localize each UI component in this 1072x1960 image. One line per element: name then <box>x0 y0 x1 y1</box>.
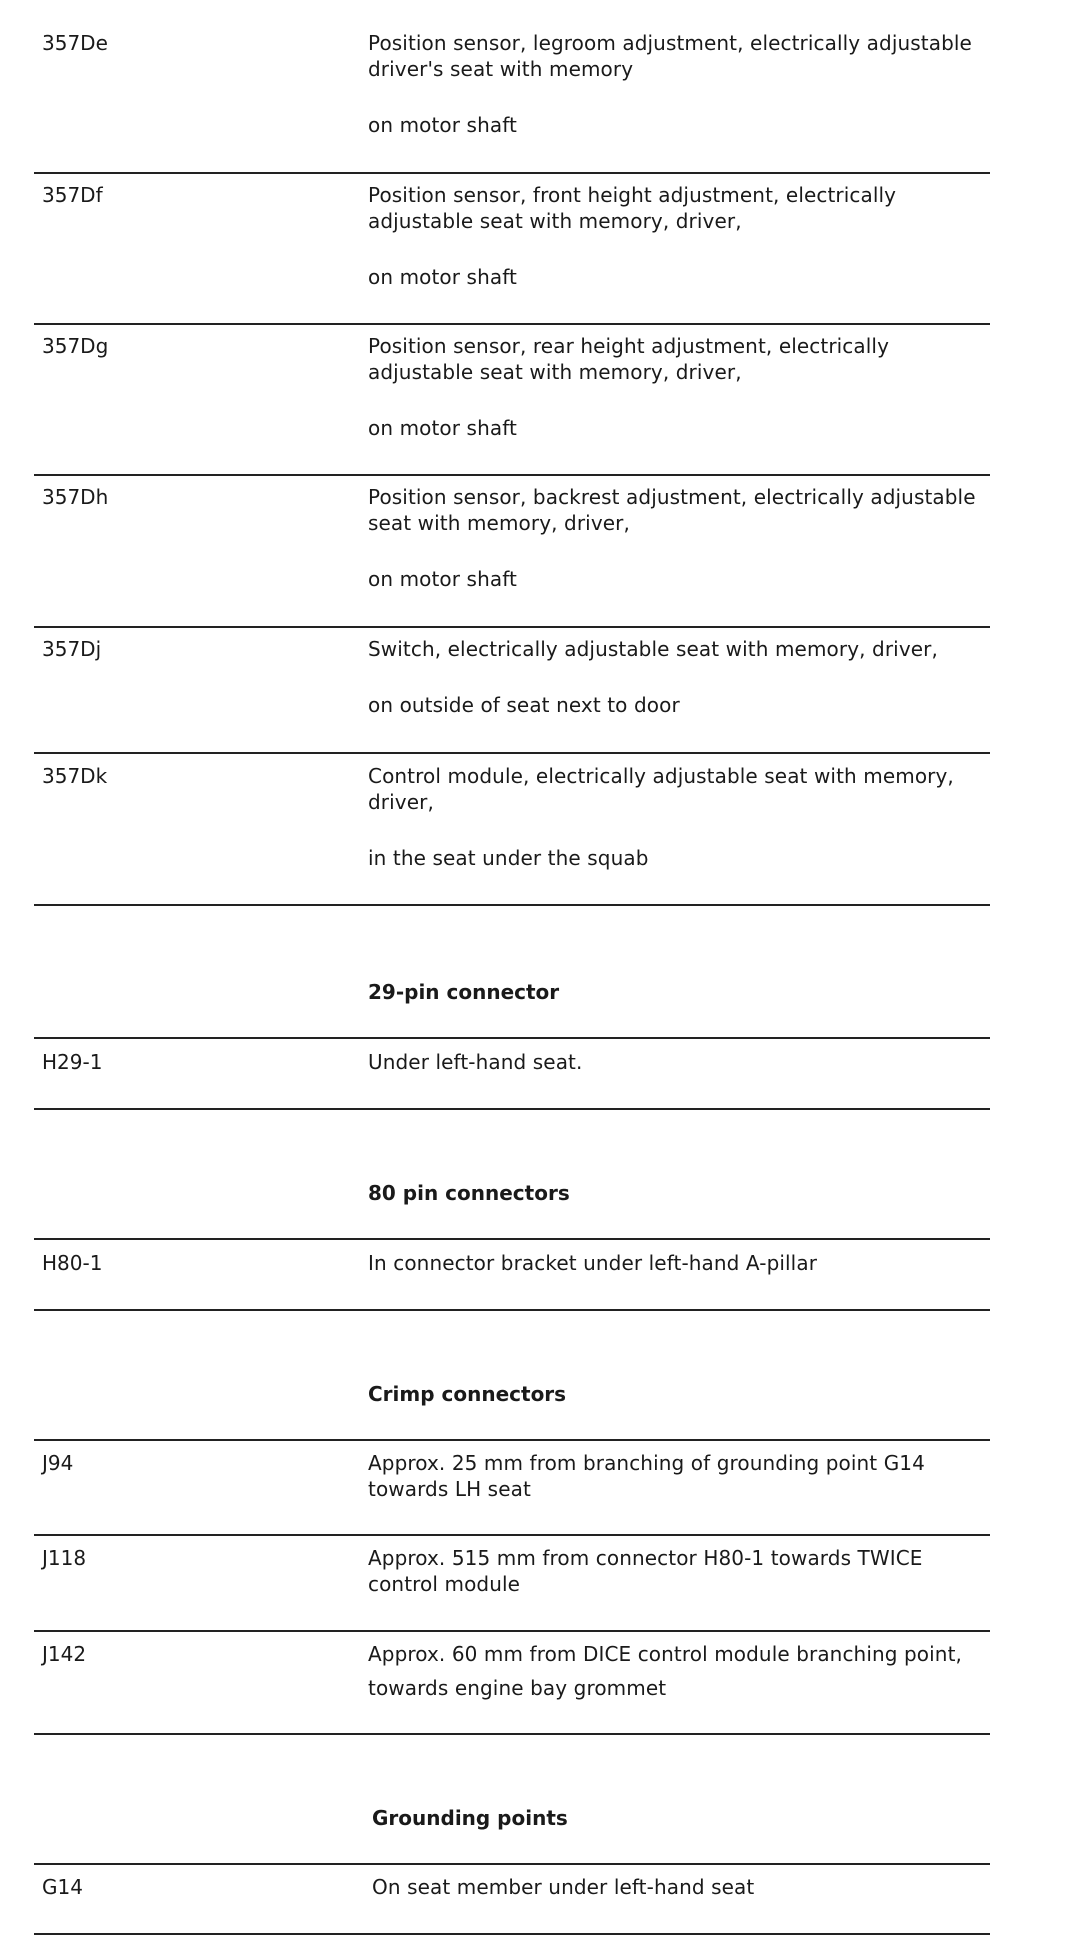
description-text: Control module, electrically adjustable seat with memory, driver, <box>368 764 954 814</box>
row-divider <box>34 1238 990 1240</box>
location-text: in the seat under the squab <box>368 846 649 870</box>
component-code: G14 <box>42 1875 83 1899</box>
component-code: J142 <box>42 1642 87 1666</box>
row-divider <box>34 1534 990 1536</box>
component-code: 357Dk <box>42 764 108 788</box>
component-description: In connector bracket under left-hand A-pillar <box>368 1251 818 1275</box>
location-text: on motor shaft <box>368 113 517 137</box>
component-code: 357Df <box>42 183 103 207</box>
description-text: Position sensor, backrest adjustment, electrically adjustable seat with memory, driver, <box>368 485 976 535</box>
description-text: Position sensor, legroom adjustment, electrically adjustable driver's seat with memory <box>368 31 972 81</box>
component-description <box>368 763 988 871</box>
component-code: 357Dg <box>42 334 109 358</box>
row-divider <box>34 904 990 906</box>
section-heading: Crimp connectors <box>368 1382 567 1406</box>
component-description: Under left-hand seat. <box>368 1050 583 1074</box>
row-divider <box>34 1309 990 1311</box>
component-description: On seat member under left-hand seat <box>372 1875 755 1899</box>
component-description <box>368 636 988 718</box>
description-text: Position sensor, front height adjustment, electrically adjustable seat with memory, driver, <box>368 183 897 233</box>
component-code: 357Dj <box>42 637 102 661</box>
component-description: Approx. 25 mm from branching of grounding point G14 towards LH seat <box>368 1451 925 1501</box>
component-description <box>368 333 988 441</box>
component-description <box>368 182 988 290</box>
location-text: on motor shaft <box>368 416 517 440</box>
location-text: on motor shaft <box>368 265 517 289</box>
component-description: Approx. 60 mm from DICE control module branching point, towards engine bay grommet <box>368 1642 962 1700</box>
component-code: H80-1 <box>42 1251 103 1275</box>
row-divider <box>34 1630 990 1632</box>
component-code: J94 <box>42 1451 74 1475</box>
description-text: Switch, electrically adjustable seat with memory, driver, <box>368 637 938 661</box>
row-divider <box>34 626 990 628</box>
row-divider <box>34 1439 990 1441</box>
row-divider <box>34 172 990 174</box>
row-divider <box>34 1733 990 1735</box>
location-text: on outside of seat next to door <box>368 693 680 717</box>
row-divider <box>34 752 990 754</box>
component-code: H29-1 <box>42 1050 103 1074</box>
row-divider <box>34 323 990 325</box>
section-heading: 29-pin connector <box>368 980 560 1004</box>
row-divider <box>34 1108 990 1110</box>
row-divider <box>34 1863 990 1865</box>
component-code: J118 <box>42 1546 87 1570</box>
row-divider <box>34 1933 990 1935</box>
component-description: Approx. 515 mm from connector H80-1 towards TWICE control module <box>368 1546 923 1596</box>
section-heading: Grounding points <box>372 1806 568 1830</box>
component-code: 357Dh <box>42 485 109 509</box>
component-description <box>368 484 988 592</box>
row-divider <box>34 474 990 476</box>
description-text: Position sensor, rear height adjustment, electrically adjustable seat with memory, driver, <box>368 334 890 384</box>
component-description <box>368 30 988 138</box>
row-divider <box>34 1037 990 1039</box>
location-text: on motor shaft <box>368 567 517 591</box>
component-code: 357De <box>42 31 108 55</box>
section-heading: 80 pin connectors <box>368 1181 570 1205</box>
